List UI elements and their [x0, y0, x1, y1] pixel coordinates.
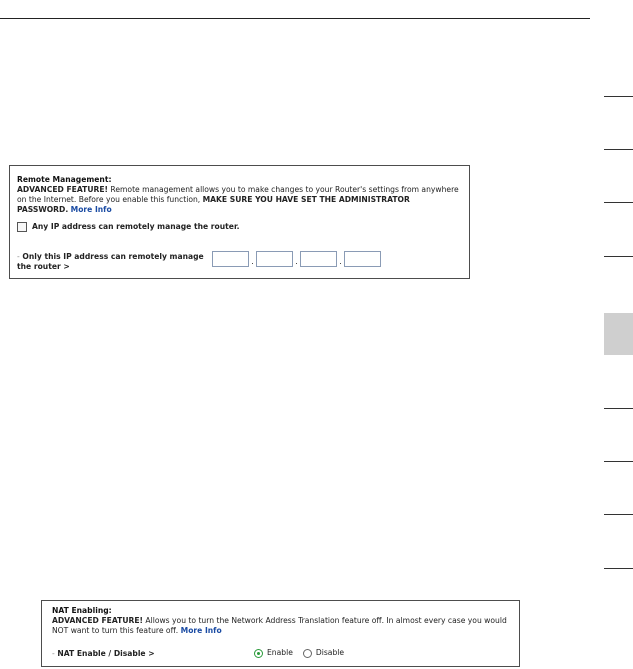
ip-octet-2-input[interactable] — [256, 251, 293, 267]
section-tab-marker — [604, 461, 633, 462]
nat-enabling-panel — [41, 600, 520, 667]
nat-enabling-title: NAT Enabling: — [52, 606, 112, 615]
remote-management-description — [17, 185, 461, 215]
enable-radio[interactable] — [254, 649, 263, 658]
section-tab-active — [604, 313, 633, 355]
ip-address-inputs — [212, 251, 381, 267]
remote-management-panel — [9, 165, 470, 279]
section-tab-marker — [604, 514, 633, 515]
any-ip-option[interactable] — [17, 222, 461, 232]
specific-ip-label: - Only this IP address can remotely manage the router > — [17, 252, 204, 271]
enable-radio-label[interactable]: Enable — [267, 648, 293, 657]
password-warning: MAKE SURE YOU HAVE SET THE ADMINISTRATOR PASSWORD. — [17, 195, 410, 214]
more-info-link[interactable]: More Info — [70, 205, 112, 214]
ip-separator: . — [339, 257, 342, 266]
remote-management-desc-text: Remote management allows you to make changes to your Router's settings from anywhere on the Internet. Before you enable this function, — [17, 185, 459, 204]
nat-desc-text: Allows you to turn the Network Address Translation feature off. In almost every case you would NOT want to turn this feature off. — [52, 616, 507, 635]
advanced-feature-label: ADVANCED FEATURE! — [52, 616, 143, 625]
section-tab-marker — [604, 568, 633, 569]
disable-radio[interactable] — [303, 649, 312, 658]
header-rule — [0, 18, 590, 19]
section-tab-marker — [604, 96, 633, 97]
nat-description — [52, 616, 510, 636]
advanced-feature-label: ADVANCED FEATURE! — [17, 185, 108, 194]
ip-separator: . — [251, 257, 254, 266]
more-info-link[interactable]: More Info — [180, 626, 222, 635]
ip-separator: . — [295, 257, 298, 266]
nat-radio-group — [254, 648, 354, 658]
ip-octet-3-input[interactable] — [300, 251, 337, 267]
nat-toggle-row: - NAT Enable / Disable > Enable Disable — [52, 649, 492, 659]
any-ip-checkbox[interactable] — [17, 222, 27, 232]
section-tab-marker — [604, 408, 633, 409]
remote-management-title: Remote Management: — [17, 175, 112, 184]
ip-octet-1-input[interactable] — [212, 251, 249, 267]
section-tab-marker — [604, 256, 633, 257]
section-tab-marker — [604, 149, 633, 150]
nat-toggle-label: NAT Enable / Disable > — [57, 649, 155, 658]
specific-ip-row — [17, 252, 457, 272]
disable-radio-label[interactable]: Disable — [315, 648, 345, 657]
section-tab-marker — [604, 202, 633, 203]
ip-octet-4-input[interactable] — [344, 251, 381, 267]
any-ip-label: Any IP address can remotely manage the router. — [32, 222, 240, 231]
